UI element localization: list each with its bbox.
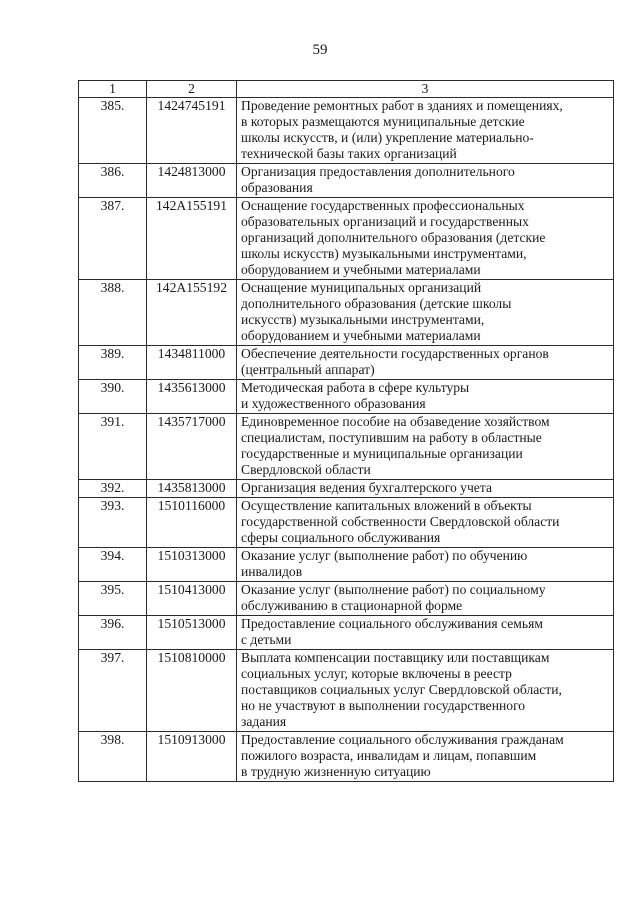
row-description: Предоставление социального обслуживания семьям с детьми: [237, 616, 614, 650]
row-description: Проведение ремонтных работ в зданиях и помещениях, в которых размещаются муниципальные детские школы искусств, и (или) укрепление материально- технической базы таких организаций: [237, 98, 614, 164]
row-number: 394.: [79, 548, 147, 582]
row-code: 1510810000: [147, 650, 237, 732]
table-row: [79, 616, 614, 650]
table-row: [79, 164, 614, 198]
row-code: 1510413000: [147, 582, 237, 616]
table-row: [79, 732, 614, 782]
row-code: 1510513000: [147, 616, 237, 650]
table-row: [79, 582, 614, 616]
header-cell-2: 2: [147, 81, 237, 98]
row-description: Оказание услуг (выполнение работ) по социальному обслуживанию в стационарной форме: [237, 582, 614, 616]
row-number: 392.: [79, 480, 147, 498]
table-row: [79, 548, 614, 582]
table-row: [79, 198, 614, 280]
row-code: 142А155191: [147, 198, 237, 280]
table-row: [79, 98, 614, 164]
row-description: Методическая работа в сфере культуры и художественного образования: [237, 380, 614, 414]
table-row: [79, 498, 614, 548]
row-code: 1435717000: [147, 414, 237, 480]
row-description: Организация ведения бухгалтерского учета: [237, 480, 614, 498]
table-row: [79, 414, 614, 480]
row-number: 385.: [79, 98, 147, 164]
header-cell-3: 3: [237, 81, 614, 98]
row-code: 1434811000: [147, 346, 237, 380]
row-code: 1435613000: [147, 380, 237, 414]
table-row: [79, 480, 614, 498]
table-row: [79, 650, 614, 732]
row-number: 390.: [79, 380, 147, 414]
row-number: 395.: [79, 582, 147, 616]
row-description: Предоставление социального обслуживания гражданам пожилого возраста, инвалидам и лицам, попавшим в трудную жизненную ситуацию: [237, 732, 614, 782]
row-code: 1424745191: [147, 98, 237, 164]
row-description: Оснащение муниципальных организаций дополнительного образования (детские школы искусств) музыкальными инструментами, оборудованием и учебными материалами: [237, 280, 614, 346]
page-number: 59: [312, 42, 328, 58]
row-description: Выплата компенсации поставщику или поставщикам социальных услуг, которые включены в реестр поставщиков социальных услуг Свердловской области, но не участвуют в выполнении государственного задания: [237, 650, 614, 732]
row-number: 387.: [79, 198, 147, 280]
row-code: 1510913000: [147, 732, 237, 782]
row-description: Организация предоставления дополнительного образования: [237, 164, 614, 198]
row-code: 1510313000: [147, 548, 237, 582]
row-number: 391.: [79, 414, 147, 480]
row-code: 1510116000: [147, 498, 237, 548]
row-description: Единовременное пособие на обзаведение хозяйством специалистам, поступившим на работу в областные государственные и муниципальные организации Свердловской области: [237, 414, 614, 480]
row-description: Осуществление капитальных вложений в объекты государственной собственности Свердловской области сферы социального обслуживания: [237, 498, 614, 548]
row-code: 142А155192: [147, 280, 237, 346]
row-number: 397.: [79, 650, 147, 732]
row-description: Оснащение государственных профессиональных образовательных организаций и государственных организаций дополнительного образования (детские школы искусств) музыкальными инструментами, оборудованием и учебными материалами: [237, 198, 614, 280]
table-body: [79, 98, 614, 782]
table-row: [79, 280, 614, 346]
table-header-row: [79, 81, 614, 98]
table-row: [79, 346, 614, 380]
row-number: 388.: [79, 280, 147, 346]
row-description: Оказание услуг (выполнение работ) по обучению инвалидов: [237, 548, 614, 582]
table-row: [79, 380, 614, 414]
row-code: 1435813000: [147, 480, 237, 498]
classification-table: [78, 80, 614, 782]
row-code: 1424813000: [147, 164, 237, 198]
row-number: 396.: [79, 616, 147, 650]
row-number: 393.: [79, 498, 147, 548]
row-number: 389.: [79, 346, 147, 380]
row-description: Обеспечение деятельности государственных органов (центральный аппарат): [237, 346, 614, 380]
row-number: 398.: [79, 732, 147, 782]
header-cell-1: 1: [79, 81, 147, 98]
row-number: 386.: [79, 164, 147, 198]
